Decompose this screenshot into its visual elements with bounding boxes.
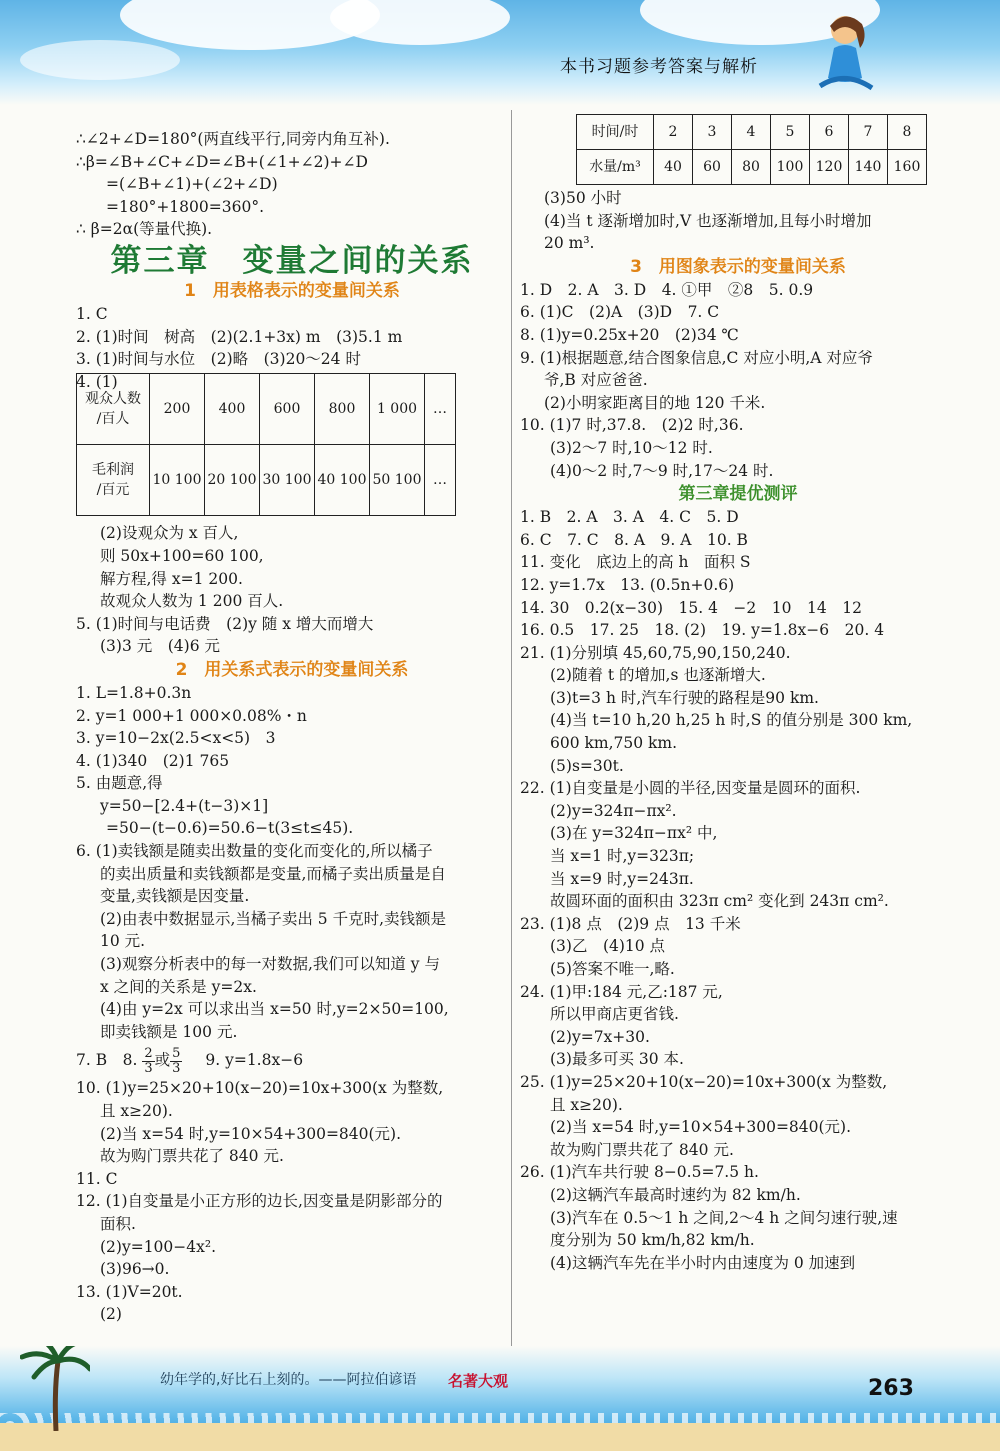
answer-line: 8. (1)y=0.25x+20 (2)34 ℃ xyxy=(520,325,739,344)
answer-line: 2. y=1 000+1 000×0.08%・n xyxy=(76,706,307,725)
table-cell: 3 xyxy=(693,115,732,150)
header-text: /百人 xyxy=(96,411,130,428)
palm-tree-icon xyxy=(20,1346,90,1431)
answer-line: =50−(t−0.6)=50.6−t(3≤t≤45). xyxy=(106,819,354,838)
audience-profit-table xyxy=(76,373,456,516)
answer-text: 或 xyxy=(154,1051,171,1070)
cloud-decoration xyxy=(330,0,510,45)
answer-text: 9. y=1.8x−6 xyxy=(205,1051,304,1070)
table-cell: 30 100 xyxy=(260,445,315,516)
answer-line: (2)y=324π−πx². xyxy=(550,801,677,820)
answer-line: 11. 变化 底边上的高 h 面积 S xyxy=(520,553,751,572)
table-cell: 200 xyxy=(150,374,205,445)
column-divider xyxy=(511,110,512,1355)
answer-line: (2)y=7x+30. xyxy=(550,1027,650,1046)
answer-text: 7. B 8. xyxy=(76,1051,138,1070)
right-column xyxy=(520,112,956,1274)
footer-quote: 幼年学的,好比石上刻的。——阿拉伯谚语 xyxy=(160,1372,417,1388)
table-header-cell xyxy=(77,445,150,516)
answer-line: (2)这辆汽车最高时速约为 82 km/h. xyxy=(550,1185,801,1204)
answer-line: 24. (1)甲:184 元,乙:187 元, xyxy=(520,982,723,1001)
answer-line: (4)0～2 时,7～9 时,17～24 时. xyxy=(550,461,774,480)
table-cell: 40 100 xyxy=(315,445,370,516)
section-title: 1 用表格表示的变量间关系 xyxy=(184,280,400,301)
answer-line: (2)由表中数据显示,当橘子卖出 5 千克时,卖钱额是 xyxy=(100,909,447,928)
section-title: 3 用图象表示的变量间关系 xyxy=(630,256,846,277)
page-number: 263 xyxy=(868,1376,914,1401)
answer-line: (3)50 小时 xyxy=(544,189,622,207)
answer-line: 4. (1)340 (2)1 765 xyxy=(76,751,230,770)
answer-line: 的卖出质量和卖钱额都是变量,而橘子卖出质量是自 xyxy=(100,864,446,883)
table-cell: 10 100 xyxy=(150,445,205,516)
table-cell: … xyxy=(425,445,456,516)
table-header-cell: 水量/m³ xyxy=(577,150,654,185)
table-cell: 160 xyxy=(888,150,927,185)
answer-line: 当 x=9 时,y=243π. xyxy=(550,869,694,888)
fraction-numerator: 2 xyxy=(144,1045,153,1061)
answer-line: 600 km,750 km. xyxy=(550,734,678,753)
answer-line: (4)这辆汽车先在半小时内由速度为 0 加速到 xyxy=(550,1253,856,1272)
table-header-cell: 时间/时 xyxy=(577,115,654,150)
table-cell: 60 xyxy=(693,150,732,185)
fraction xyxy=(170,1047,182,1076)
answer-line: (3)2～7 时,10～12 时. xyxy=(550,438,713,457)
answer-line: (3)最多可买 30 本. xyxy=(550,1050,684,1069)
answer-line: 且 x≥20). xyxy=(550,1095,623,1114)
answer-line: 3. y=10−2x(2.5<x<5) 3 xyxy=(76,729,276,748)
answer-line: 1. L=1.8+0.3n xyxy=(76,683,192,702)
table-cell: 6 xyxy=(810,115,849,150)
answer-line: (3)t=3 h 时,汽车行驶的路程是90 km. xyxy=(550,688,819,707)
answer-line: (4)由 y=2x 可以求出当 x=50 时,y=2×50=100, xyxy=(100,1000,449,1019)
answer-line: (2)y=100−4x². xyxy=(100,1237,217,1256)
answer-line: (2)随着 t 的增加,s 也逐渐增大. xyxy=(550,666,766,685)
answer-line: 9. (1)根据题意,结合图象信息,C 对应小明,A 对应爷 xyxy=(520,348,873,367)
answer-line: x 之间的关系是 y=2x. xyxy=(100,977,257,996)
answer-line: 14. 30 0.2(x−30) 15. 4 −2 10 14 12 xyxy=(520,598,862,617)
table-cell: 2 xyxy=(654,115,693,150)
answer-line: 21. (1)分别填 45,60,75,90,150,240. xyxy=(520,643,791,662)
answer-line: 10 元. xyxy=(100,932,146,951)
answer-line: 且 x≥20). xyxy=(100,1102,173,1120)
answer-line: 解方程,得 x=1 200. xyxy=(100,569,243,588)
answer-line: 5. (1)时间与电话费 (2)y 随 x 增大而增大 xyxy=(76,614,374,633)
page-header-banner xyxy=(0,0,1000,105)
page-footer-banner xyxy=(0,1346,1000,1451)
table-cell: 600 xyxy=(260,374,315,445)
answer-line: 故为购门票共花了 840 元. xyxy=(550,1140,734,1159)
answer-line: 16. 0.5 17. 25 18. (2) 19. y=1.8x−6 20. 4 xyxy=(520,621,885,640)
answer-line: 故为购门票共花了 840 元. xyxy=(100,1147,284,1166)
answer-line: (2) xyxy=(100,1305,122,1324)
table-cell: … xyxy=(425,374,456,445)
table-cell: 140 xyxy=(849,150,888,185)
fraction xyxy=(142,1047,154,1076)
sand-decoration xyxy=(0,1423,1000,1451)
answer-line: 所以甲商店更省钱. xyxy=(550,1005,679,1024)
answer-line: (2)当 x=54 时,y=10×54+300=840(元). xyxy=(550,1118,852,1137)
answer-line: 1. C xyxy=(76,304,108,323)
fraction-numerator: 5 xyxy=(172,1045,181,1061)
answer-line: (2)设观众为 x 百人, xyxy=(100,524,239,543)
table-cell: 800 xyxy=(315,374,370,445)
cartoon-girl-icon xyxy=(810,8,880,98)
header-text: /百元 xyxy=(96,482,130,499)
answer-line: 6. (1)卖钱额是随卖出数量的变化而变化的,所以橘子 xyxy=(76,842,433,861)
table-cell: 50 100 xyxy=(370,445,425,516)
answer-line: 即卖钱额是 100 元. xyxy=(100,1022,238,1041)
header-text: 毛利润 xyxy=(92,462,134,479)
answer-line: 11. C xyxy=(76,1169,118,1188)
answer-line: (3)在 y=324π−πx² 中, xyxy=(550,824,718,843)
answer-line: 1. B 2. A 3. A 4. C 5. D xyxy=(520,508,739,527)
answer-line: 25. (1)y=25×20+10(x−20)=10x+300(x 为整数, xyxy=(520,1072,888,1091)
answer-line: 1. D 2. A 3. D 4. ①甲 ②8 5. 0.9 xyxy=(520,280,814,299)
answer-line: 22. (1)自变量是小圆的半径,因变量是圆环的面积. xyxy=(520,779,861,798)
answer-line: (3)观察分析表中的每一对数据,我们可以知道 y 与 xyxy=(100,955,440,974)
table-cell: 7 xyxy=(849,115,888,150)
answer-line: (2)当 x=54 时,y=10×54+300=840(元). xyxy=(100,1124,402,1143)
table-cell: 120 xyxy=(810,150,849,185)
table-cell: 1 000 xyxy=(370,374,425,445)
table-cell: 20 100 xyxy=(205,445,260,516)
answer-line: (4)当 t=10 h,20 h,25 h 时,S 的值分别是 300 km, xyxy=(550,711,913,730)
answer-line: (4)当 t 逐渐增加时,V 也逐渐增加,且每小时增加 xyxy=(544,211,872,230)
answer-line: ∴∠2+∠D=180°(两直线平行,同旁内角互补). xyxy=(76,130,390,148)
left-column xyxy=(76,128,508,1326)
answer-line: 12. (1)自变量是小正方形的边长,因变量是阴影部分的 xyxy=(76,1192,443,1211)
answer-line: 变量,卖钱额是因变量. xyxy=(100,887,250,906)
answer-line: 26. (1)汽车共行驶 8−0.5=7.5 h. xyxy=(520,1163,759,1182)
answer-line: (2)小明家距离目的地 120 千米. xyxy=(544,393,766,412)
answer-line: 2. (1)时间 树高 (2)(2.1+3x) m (3)5.1 m xyxy=(76,327,403,346)
chapter-title: 第三章 变量之间的关系 xyxy=(110,242,474,279)
table-cell: 8 xyxy=(888,115,927,150)
time-water-table xyxy=(576,114,927,185)
answer-line: 当 x=1 时,y=323π; xyxy=(550,847,695,866)
fraction-denominator: 3 xyxy=(144,1060,153,1076)
answer-line: 12. y=1.7x 13. (0.5n+0.6) xyxy=(520,575,735,594)
answer-line: 6. C 7. C 8. A 9. A 10. B xyxy=(520,530,748,549)
header-title: 本书习题参考答案与解析 xyxy=(560,57,758,77)
table-cell: 4 xyxy=(732,115,771,150)
answer-line: 则 50x+100=60 100, xyxy=(100,546,264,565)
answer-line: ∴β=∠B+∠C+∠D=∠B+(∠1+∠2)+∠D xyxy=(76,152,368,171)
table-cell: 100 xyxy=(771,150,810,185)
answer-line: 23. (1)8 点 (2)9 点 13 千米 xyxy=(520,914,741,933)
header-text: 观众人数 xyxy=(85,391,141,408)
answer-line: 20 m³. xyxy=(544,234,595,253)
table-cell: 40 xyxy=(654,150,693,185)
answer-line: =180°+1800=360°. xyxy=(106,197,265,216)
answer-line: =(∠B+∠1)+(∠2+∠D) xyxy=(106,175,278,194)
answer-line: 10. (1)7 时,37.8. (2)2 时,36. xyxy=(520,416,744,435)
answer-line: (3)3 元 (4)6 元 xyxy=(100,637,220,656)
answer-line: 爷,B 对应爸爸. xyxy=(544,371,648,390)
table-cell: 400 xyxy=(205,374,260,445)
answer-line: ∴ β=2α(等量代换). xyxy=(76,220,213,239)
answer-line: 故圆环面的面积由 323π cm² 变化到 243π cm². xyxy=(550,892,889,911)
answer-line: (5)s=30t. xyxy=(550,756,624,775)
answer-line: (3)乙 (4)10 点 xyxy=(550,937,666,956)
answer-line: 3. (1)时间与水位 (2)略 (3)20～24 时 xyxy=(76,350,361,369)
answer-line: (3)96→0. xyxy=(100,1260,170,1279)
answer-line: 故观众人数为 1 200 百人. xyxy=(100,592,284,611)
table-cell: 80 xyxy=(732,150,771,185)
answer-line: 度分别为 50 km/h,82 km/h. xyxy=(550,1231,755,1250)
answer-line: 4. (1) xyxy=(76,372,118,391)
table-cell: 5 xyxy=(771,115,810,150)
footer-brand: 名著大观 xyxy=(448,1372,509,1390)
answer-line: (5)答案不唯一,略. xyxy=(550,960,675,978)
section-title: 2 用关系式表示的变量间关系 xyxy=(175,659,409,680)
answer-line: 13. (1)V=20t. xyxy=(76,1282,183,1301)
answer-line-fractions xyxy=(76,1043,508,1077)
section-title: 第三章提优测评 xyxy=(678,484,798,505)
answer-line: 6. (1)C (2)A (3)D 7. C xyxy=(520,303,720,322)
cloud-decoration xyxy=(20,40,180,80)
answer-line: y=50−[2.4+(t−3)×1] xyxy=(100,796,269,815)
fraction-denominator: 3 xyxy=(172,1060,181,1076)
answer-line: 面积. xyxy=(100,1214,136,1233)
answer-line: 5. 由题意,得 xyxy=(76,774,163,793)
answer-line: 10. (1)y=25×20+10(x−20)=10x+300(x 为整数, xyxy=(76,1079,444,1098)
answer-line: (3)汽车在 0.5～1 h 之间,2～4 h 之间匀速行驶,速 xyxy=(550,1208,898,1227)
